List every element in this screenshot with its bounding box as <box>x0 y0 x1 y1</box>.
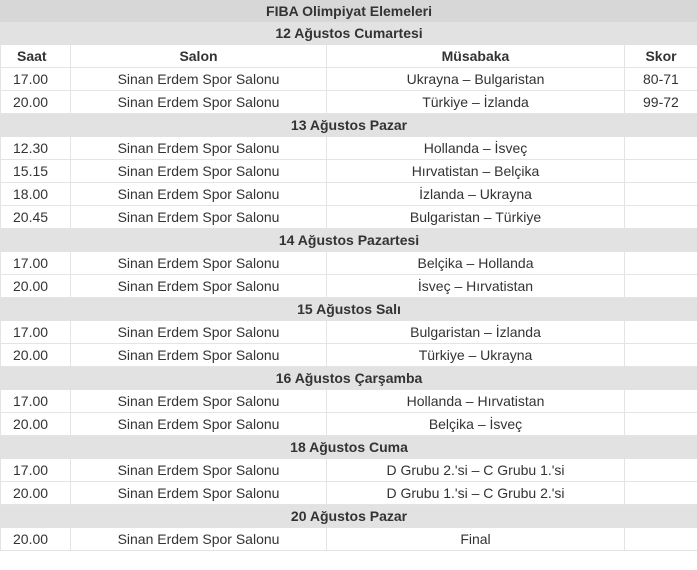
match-score <box>625 183 697 206</box>
match-teams: Final <box>327 528 625 551</box>
day-label: 20 Ağustos Pazar <box>1 505 697 528</box>
match-time: 20.00 <box>1 91 71 114</box>
column-header-saat: Saat <box>1 45 71 68</box>
match-row <box>1 390 697 413</box>
column-header-skor: Skor <box>625 45 697 68</box>
match-time: 20.00 <box>1 275 71 298</box>
match-row <box>1 459 697 482</box>
match-row <box>1 321 697 344</box>
match-venue: Sinan Erdem Spor Salonu <box>71 160 327 183</box>
match-teams: Hırvatistan – Belçika <box>327 160 625 183</box>
day-header-row <box>1 436 697 459</box>
match-venue: Sinan Erdem Spor Salonu <box>71 252 327 275</box>
match-score <box>625 528 697 551</box>
match-time: 17.00 <box>1 390 71 413</box>
match-row <box>1 183 697 206</box>
match-score <box>625 206 697 229</box>
column-header-musabaka: Müsabaka <box>327 45 625 68</box>
match-score <box>625 482 697 505</box>
match-time: 17.00 <box>1 321 71 344</box>
day-header-row <box>1 505 697 528</box>
match-teams: Belçika – İsveç <box>327 413 625 436</box>
match-score <box>625 413 697 436</box>
match-venue: Sinan Erdem Spor Salonu <box>71 206 327 229</box>
match-row <box>1 528 697 551</box>
table-title-row <box>1 1 697 22</box>
match-row <box>1 91 697 114</box>
match-teams: Hollanda – İsveç <box>327 137 625 160</box>
match-teams: İsveç – Hırvatistan <box>327 275 625 298</box>
day-label: 18 Ağustos Cuma <box>1 436 697 459</box>
match-venue: Sinan Erdem Spor Salonu <box>71 482 327 505</box>
match-time: 17.00 <box>1 459 71 482</box>
match-time: 17.00 <box>1 252 71 275</box>
match-row <box>1 206 697 229</box>
match-teams: Bulgaristan – İzlanda <box>327 321 625 344</box>
match-teams: Türkiye – İzlanda <box>327 91 625 114</box>
match-venue: Sinan Erdem Spor Salonu <box>71 321 327 344</box>
match-time: 17.00 <box>1 68 71 91</box>
table-title: FIBA Olimpiyat Elemeleri <box>1 1 697 22</box>
match-teams: Hollanda – Hırvatistan <box>327 390 625 413</box>
match-time: 15.15 <box>1 160 71 183</box>
day-label: 14 Ağustos Pazartesi <box>1 229 697 252</box>
match-venue: Sinan Erdem Spor Salonu <box>71 344 327 367</box>
match-score: 99-72 <box>625 91 697 114</box>
match-teams: Türkiye – Ukrayna <box>327 344 625 367</box>
match-time: 12.30 <box>1 137 71 160</box>
match-score <box>625 275 697 298</box>
match-row <box>1 160 697 183</box>
match-score <box>625 344 697 367</box>
match-score: 80-71 <box>625 68 697 91</box>
match-venue: Sinan Erdem Spor Salonu <box>71 413 327 436</box>
day-label: 12 Ağustos Cumartesi <box>1 22 697 45</box>
match-teams: Bulgaristan – Türkiye <box>327 206 625 229</box>
match-time: 18.00 <box>1 183 71 206</box>
match-venue: Sinan Erdem Spor Salonu <box>71 68 327 91</box>
column-header-salon: Salon <box>71 45 327 68</box>
match-venue: Sinan Erdem Spor Salonu <box>71 183 327 206</box>
match-score <box>625 252 697 275</box>
match-score <box>625 160 697 183</box>
match-time: 20.00 <box>1 344 71 367</box>
match-row <box>1 137 697 160</box>
match-row <box>1 413 697 436</box>
match-row <box>1 344 697 367</box>
match-teams: Belçika – Hollanda <box>327 252 625 275</box>
match-score <box>625 390 697 413</box>
match-row <box>1 252 697 275</box>
match-venue: Sinan Erdem Spor Salonu <box>71 390 327 413</box>
column-header-row <box>1 45 697 68</box>
match-time: 20.45 <box>1 206 71 229</box>
day-header-row <box>1 298 697 321</box>
match-score <box>625 137 697 160</box>
day-label: 15 Ağustos Salı <box>1 298 697 321</box>
match-venue: Sinan Erdem Spor Salonu <box>71 91 327 114</box>
match-row <box>1 275 697 298</box>
day-label: 16 Ağustos Çarşamba <box>1 367 697 390</box>
match-venue: Sinan Erdem Spor Salonu <box>71 528 327 551</box>
match-score <box>625 321 697 344</box>
match-venue: Sinan Erdem Spor Salonu <box>71 275 327 298</box>
match-row <box>1 482 697 505</box>
match-teams: İzlanda – Ukrayna <box>327 183 625 206</box>
day-header-row <box>1 367 697 390</box>
match-time: 20.00 <box>1 528 71 551</box>
match-time: 20.00 <box>1 413 71 436</box>
match-teams: D Grubu 2.'si – C Grubu 1.'si <box>327 459 625 482</box>
match-score <box>625 459 697 482</box>
match-teams: D Grubu 1.'si – C Grubu 2.'si <box>327 482 625 505</box>
match-time: 20.00 <box>1 482 71 505</box>
match-venue: Sinan Erdem Spor Salonu <box>71 137 327 160</box>
day-header-row <box>1 114 697 137</box>
day-header-row <box>1 229 697 252</box>
match-row <box>1 68 697 91</box>
day-label: 13 Ağustos Pazar <box>1 114 697 137</box>
match-teams: Ukrayna – Bulgaristan <box>327 68 625 91</box>
day-header-row <box>1 22 697 45</box>
match-venue: Sinan Erdem Spor Salonu <box>71 459 327 482</box>
